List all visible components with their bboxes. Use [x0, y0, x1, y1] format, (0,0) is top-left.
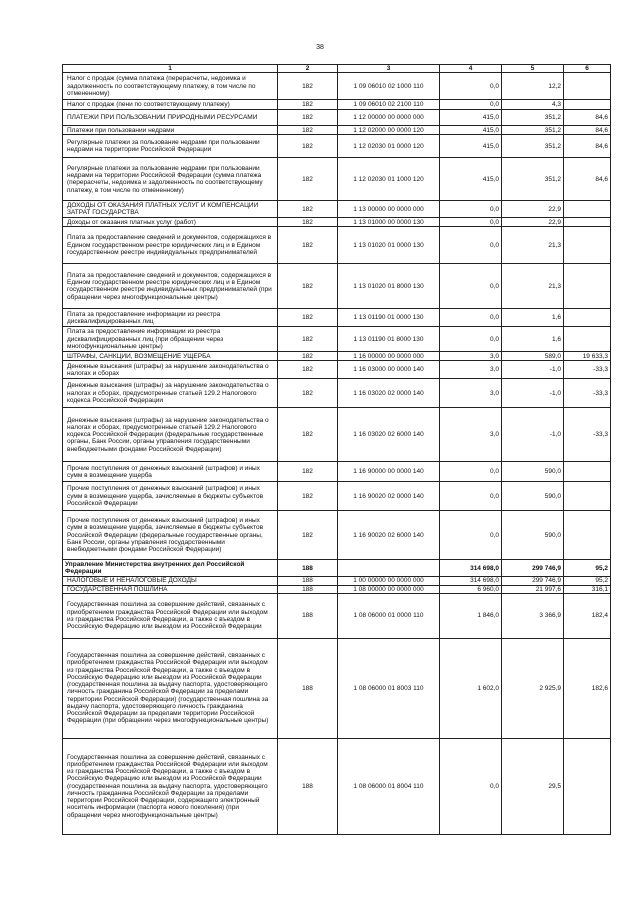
row-percent: 19 633,3: [564, 352, 611, 361]
row-name: Регулярные платежи за пользование недрами при пользовании недрами на территории Российской Федерации: [63, 135, 278, 158]
table-row: [63, 560, 611, 577]
row-budget-code: 1 08 06000 01 0000 110: [338, 593, 440, 638]
row-plan: 1 846,0: [440, 593, 502, 638]
row-plan: 415,0: [440, 110, 502, 126]
row-admin-code: 188: [278, 585, 338, 593]
row-plan: 415,0: [440, 158, 502, 201]
row-plan: 0,0: [440, 327, 502, 352]
row-admin-code: 182: [278, 408, 338, 462]
row-admin-code: 188: [278, 560, 338, 577]
row-plan: 3,0: [440, 361, 502, 379]
row-budget-code: 1 08 06000 01 8004 110: [338, 738, 440, 834]
row-admin-code: 182: [278, 309, 338, 327]
table-row: [63, 227, 611, 264]
row-actual: 351,2: [502, 126, 564, 135]
row-budget-code: 1 12 02030 01 0000 120: [338, 135, 440, 158]
row-percent: 84,6: [564, 158, 611, 201]
row-percent: [564, 73, 611, 100]
row-percent: 84,6: [564, 110, 611, 126]
table-row: [63, 327, 611, 352]
row-percent: [564, 201, 611, 218]
row-admin-code: 182: [278, 482, 338, 511]
row-budget-code: 1 13 01000 00 0000 130: [338, 218, 440, 227]
row-percent: [564, 327, 611, 352]
row-admin-code: 182: [278, 462, 338, 482]
table-row: [63, 511, 611, 560]
row-admin-code: 182: [278, 201, 338, 218]
row-admin-code: 188: [278, 577, 338, 585]
row-name: Плата за предоставление сведений и документов, содержащихся в Едином государственном реестре юридических лиц и в Едином государственном реестре индивидуальных предпринимателей: [63, 227, 278, 264]
row-actual: 590,0: [502, 462, 564, 482]
row-name: НАЛОГОВЫЕ И НЕНАЛОГОВЫЕ ДОХОДЫ: [63, 577, 278, 585]
table-row: [63, 201, 611, 218]
row-admin-code: 182: [278, 511, 338, 560]
row-budget-code: 1 13 01190 01 8000 130: [338, 327, 440, 352]
table-header-row: [63, 65, 611, 73]
row-name: Прочие поступления от денежных взысканий (штрафов) и иных сумм в возмещение ущерба: [63, 462, 278, 482]
revenue-table: [62, 64, 611, 835]
row-actual: 1,6: [502, 309, 564, 327]
row-name: Налог с продаж (пени по соответствующему платежу): [63, 100, 278, 110]
row-percent: -33,3: [564, 408, 611, 462]
row-admin-code: 188: [278, 638, 338, 738]
row-actual: 4,3: [502, 100, 564, 110]
row-name: Плата за предоставление информации из реестра дисквалифицированных лиц (при обращении через многофункциональные центры): [63, 327, 278, 352]
row-percent: [564, 482, 611, 511]
row-plan: 3,0: [440, 379, 502, 408]
row-plan: 314 698,0: [440, 560, 502, 577]
row-admin-code: 188: [278, 593, 338, 638]
row-budget-code: 1 08 00000 00 0000 000: [338, 585, 440, 593]
row-percent: -33,3: [564, 361, 611, 379]
row-name: Платежи при пользовании недрами: [63, 126, 278, 135]
row-percent: [564, 227, 611, 264]
row-admin-code: 182: [278, 100, 338, 110]
row-actual: 12,2: [502, 73, 564, 100]
row-budget-code: 1 12 02030 01 1000 120: [338, 158, 440, 201]
row-name: Государственная пошлина за совершение действий, связанных с приобретением гражданства Российской Федерации или выходом из гражданства Российской Федерации, а также с въездом в Российскую Федерацию или выездом из Российской Федерации (государственная пошлина за выдачу паспорта, удостоверяющего личность гражданина Российской Федерации за пределами территории Российской Федерации) (государственная пошлина за выдачу паспорта, удостоверяющего личность гражданина Российской Федерации за пределами территории Российской Федерации (при обращении через многофункциональные центры): [63, 638, 278, 738]
row-name: Плата за предоставление сведений и документов, содержащихся в Едином государственном реестре юридических лиц и в Едином государственном реестре индивидуальных предпринимателей (при обращении через многофункциональные центры): [63, 264, 278, 309]
row-percent: [564, 738, 611, 834]
table-row: [63, 73, 611, 100]
row-plan: 0,0: [440, 309, 502, 327]
row-actual: 299 746,9: [502, 577, 564, 585]
row-admin-code: 182: [278, 327, 338, 352]
row-actual: 22,9: [502, 218, 564, 227]
row-admin-code: 182: [278, 126, 338, 135]
row-plan: 0,0: [440, 264, 502, 309]
header-cell: 4: [440, 65, 502, 73]
row-percent: [564, 264, 611, 309]
row-name: Налог с продаж (сумма платежа (перерасчеты, недоимка и задолженность по соответствующему платежу, в том числе по отмененному): [63, 73, 278, 100]
row-percent: 95,2: [564, 560, 611, 577]
row-percent: 84,6: [564, 126, 611, 135]
row-budget-code: 1 09 06010 02 2100 110: [338, 100, 440, 110]
row-plan: 0,0: [440, 218, 502, 227]
row-actual: 3 366,9: [502, 593, 564, 638]
header-cell: 1: [63, 65, 278, 73]
table-row: [63, 361, 611, 379]
row-plan: 0,0: [440, 482, 502, 511]
row-actual: 589,0: [502, 352, 564, 361]
table-row: [63, 218, 611, 227]
row-actual: 22,9: [502, 201, 564, 218]
row-percent: 182,6: [564, 638, 611, 738]
table-row: [63, 462, 611, 482]
table-row: [63, 482, 611, 511]
row-admin-code: 182: [278, 264, 338, 309]
row-name: Денежные взыскания (штрафы) за нарушение законодательства о налогах и сборах, предусмотренные статьей 129.2 Налогового кодекса Российской Федерации: [63, 379, 278, 408]
table-row: [63, 585, 611, 593]
table-row: [63, 352, 611, 361]
row-plan: 6 960,0: [440, 585, 502, 593]
row-actual: 590,0: [502, 482, 564, 511]
row-plan: 1 602,0: [440, 638, 502, 738]
table-row: [63, 638, 611, 738]
table-row: [63, 110, 611, 126]
row-budget-code: 1 00 00000 00 0000 000: [338, 577, 440, 585]
row-name: ДОХОДЫ ОТ ОКАЗАНИЯ ПЛАТНЫХ УСЛУГ И КОМПЕНСАЦИИ ЗАТРАТ ГОСУДАРСТВА: [63, 201, 278, 218]
row-actual: 21 997,6: [502, 585, 564, 593]
row-actual: 351,2: [502, 135, 564, 158]
row-name: Управление Министерства внутренних дел Российской Федерации: [63, 560, 278, 577]
row-actual: -1,0: [502, 361, 564, 379]
row-budget-code: [338, 560, 440, 577]
row-percent: 316,1: [564, 585, 611, 593]
row-name: ПЛАТЕЖИ ПРИ ПОЛЬЗОВАНИИ ПРИРОДНЫМИ РЕСУРСАМИ: [63, 110, 278, 126]
row-budget-code: 1 16 03020 02 0000 140: [338, 379, 440, 408]
page-number: 38: [316, 44, 324, 51]
row-plan: 314 698,0: [440, 577, 502, 585]
row-admin-code: 182: [278, 227, 338, 264]
row-name: Прочие поступления от денежных взысканий (штрафов) и иных сумм в возмещение ущерба, зачисляемые в бюджеты субъектов Российской Федерации (федеральные государственные органы, Банк России, органы управления государственными внебюджетными фондами Российской Федерации): [63, 511, 278, 560]
table-row: [63, 577, 611, 585]
row-actual: 351,2: [502, 110, 564, 126]
row-plan: 0,0: [440, 227, 502, 264]
row-name: ГОСУДАРСТВЕННАЯ ПОШЛИНА: [63, 585, 278, 593]
row-plan: 0,0: [440, 462, 502, 482]
row-name: Государственная пошлина за совершение действий, связанных с приобретением гражданства Российской Федерации или выходом из гражданства Российской Федерации, а также с въездом в Российскую Федерацию или выездом из Российской Федерации (государственная пошлина за выдачу паспорта, удостоверяющего личность гражданина Российской Федерации за пределами территории Российской Федерации, содержащего электронный носитель информации (паспорта нового поколения) (при обращении через многофункциональные центры): [63, 738, 278, 834]
table-row: [63, 593, 611, 638]
row-actual: 351,2: [502, 158, 564, 201]
row-budget-code: 1 16 90020 02 6000 140: [338, 511, 440, 560]
table-row: [63, 100, 611, 110]
row-budget-code: 1 13 01190 01 0000 130: [338, 309, 440, 327]
row-percent: 182,4: [564, 593, 611, 638]
row-budget-code: 1 12 02000 00 0000 120: [338, 126, 440, 135]
table-row: [63, 408, 611, 462]
row-budget-code: 1 13 01020 01 8000 130: [338, 264, 440, 309]
row-plan: 0,0: [440, 73, 502, 100]
row-name: Государственная пошлина за совершение действий, связанных с приобретением гражданства Российской Федерации или выходом из гражданства Российской Федерации, а также с въездом в Российскую Федерацию или выездом из Российской Федерации: [63, 593, 278, 638]
row-percent: 84,6: [564, 135, 611, 158]
row-actual: -1,0: [502, 379, 564, 408]
row-name: Плата за предоставление информации из реестра дисквалифицированных лиц: [63, 309, 278, 327]
table-row: [63, 738, 611, 834]
row-name: Регулярные платежи за пользование недрами при пользовании недрами на территории Российской Федерации (сумма платежа (перерасчеты, недоимка и задолженность по соответствующему платежу, в том числе по отмененному): [63, 158, 278, 201]
row-name: Денежные взыскания (штрафы) за нарушение законодательства о налогах и сборах: [63, 361, 278, 379]
row-admin-code: 182: [278, 352, 338, 361]
table-row: [63, 309, 611, 327]
row-admin-code: 182: [278, 73, 338, 100]
row-actual: 2 925,9: [502, 638, 564, 738]
row-actual: -1,0: [502, 408, 564, 462]
table-row: [63, 264, 611, 309]
header-cell: 3: [338, 65, 440, 73]
row-budget-code: 1 13 00000 00 0000 000: [338, 201, 440, 218]
row-plan: 415,0: [440, 135, 502, 158]
row-budget-code: 1 16 00000 00 0000 000: [338, 352, 440, 361]
row-actual: 29,5: [502, 738, 564, 834]
row-actual: 590,0: [502, 511, 564, 560]
row-actual: 21,3: [502, 264, 564, 309]
row-plan: 415,0: [440, 126, 502, 135]
row-name: Денежные взыскания (штрафы) за нарушение законодательства о налогах и сборах, предусмотренные статьей 129.2 Налогового кодекса Российской Федерации (федеральные государственные органы, Банк России, органы управления государственными внебюджетными фондами Российской Федерации): [63, 408, 278, 462]
row-admin-code: 182: [278, 135, 338, 158]
row-actual: 1,6: [502, 327, 564, 352]
row-actual: 299 746,9: [502, 560, 564, 577]
row-budget-code: 1 16 90020 02 0000 140: [338, 482, 440, 511]
row-plan: 0,0: [440, 738, 502, 834]
row-budget-code: 1 16 90000 00 0000 140: [338, 462, 440, 482]
row-name: Прочие поступления от денежных взысканий (штрафов) и иных сумм в возмещение ущерба, зачисляемые в бюджеты субъектов Российской Федерации: [63, 482, 278, 511]
row-percent: [564, 218, 611, 227]
row-admin-code: 188: [278, 738, 338, 834]
table-row: [63, 135, 611, 158]
row-percent: 95,2: [564, 577, 611, 585]
table-row: [63, 158, 611, 201]
row-admin-code: 182: [278, 218, 338, 227]
row-admin-code: 182: [278, 158, 338, 201]
row-percent: [564, 309, 611, 327]
table-row: [63, 379, 611, 408]
header-cell: 6: [564, 65, 611, 73]
row-plan: 3,0: [440, 408, 502, 462]
row-percent: [564, 462, 611, 482]
row-name: Доходы от оказания платных услуг (работ): [63, 218, 278, 227]
row-budget-code: 1 16 03020 02 6000 140: [338, 408, 440, 462]
row-budget-code: 1 12 00000 00 0000 000: [338, 110, 440, 126]
row-admin-code: 182: [278, 379, 338, 408]
row-admin-code: 182: [278, 361, 338, 379]
row-budget-code: 1 09 06010 02 1000 110: [338, 73, 440, 100]
row-name: ШТРАФЫ, САНКЦИИ, ВОЗМЕЩЕНИЕ УЩЕРБА: [63, 352, 278, 361]
row-plan: 3,0: [440, 352, 502, 361]
row-percent: -33,3: [564, 379, 611, 408]
row-admin-code: 182: [278, 110, 338, 126]
row-budget-code: 1 16 03000 00 0000 140: [338, 361, 440, 379]
row-plan: 0,0: [440, 201, 502, 218]
table-row: [63, 126, 611, 135]
row-budget-code: 1 13 01020 01 0000 130: [338, 227, 440, 264]
header-cell: 2: [278, 65, 338, 73]
row-plan: 0,0: [440, 511, 502, 560]
row-actual: 21,3: [502, 227, 564, 264]
row-percent: [564, 511, 611, 560]
header-cell: 5: [502, 65, 564, 73]
row-plan: 0,0: [440, 100, 502, 110]
row-budget-code: 1 08 06000 01 8003 110: [338, 638, 440, 738]
row-percent: [564, 100, 611, 110]
